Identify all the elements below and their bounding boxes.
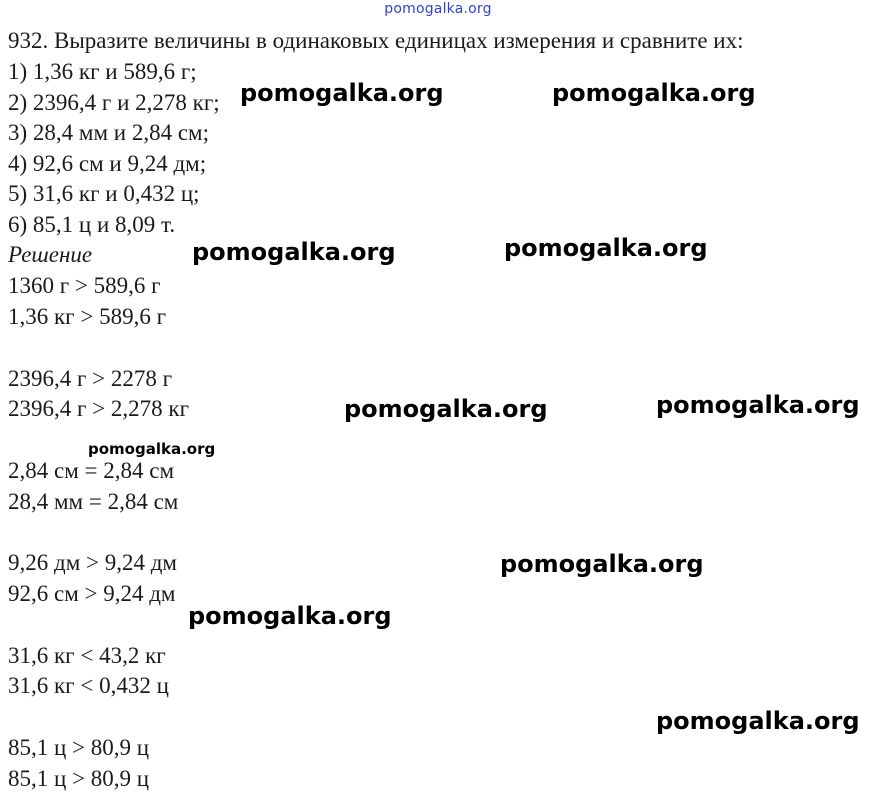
- watermark: pomogalka.org: [240, 79, 444, 107]
- task-item-4: 4) 92,6 см и 9,24 дм;: [8, 151, 207, 176]
- watermark: pomogalka.org: [88, 440, 216, 458]
- solution-line-3: 2396,4 г > 2278 г: [8, 366, 173, 391]
- solution-line-9: 31,6 кг < 43,2 кг: [8, 643, 166, 668]
- task-item-2: 2) 2396,4 г и 2,278 кг;: [8, 90, 220, 115]
- watermark: pomogalka.org: [656, 707, 860, 735]
- watermark: pomogalka.org: [192, 238, 396, 266]
- watermark: pomogalka.org: [188, 602, 392, 630]
- watermark: pomogalka.org: [552, 79, 756, 107]
- solution-heading: Решение: [8, 242, 93, 267]
- task-item-5: 5) 31,6 кг и 0,432 ц;: [8, 181, 200, 206]
- solution-line-1: 1360 г > 589,6 г: [8, 273, 161, 298]
- top-watermark: pomogalka.org: [384, 1, 492, 17]
- solution-line-4: 2396,4 г > 2,278 кг: [8, 396, 190, 421]
- solution-line-2: 1,36 кг > 589,6 г: [8, 304, 167, 329]
- task-item-1: 1) 1,36 кг и 589,6 г;: [8, 59, 197, 84]
- solution-line-8: 92,6 см > 9,24 дм: [8, 581, 176, 606]
- solution-line-12: 85,1 ц > 80,9 ц: [8, 766, 150, 791]
- watermark: pomogalka.org: [504, 234, 708, 262]
- solution-line-10: 31,6 кг < 0,432 ц: [8, 673, 169, 698]
- watermark: pomogalka.org: [500, 550, 704, 578]
- task-statement: 932. Выразите величины в одинаковых единицах измерения и сравните их:: [8, 28, 744, 53]
- task-item-3: 3) 28,4 мм и 2,84 см;: [8, 120, 209, 145]
- watermark: pomogalka.org: [344, 395, 548, 423]
- solution-line-6: 28,4 мм = 2,84 см: [8, 489, 179, 514]
- watermark: pomogalka.org: [656, 391, 860, 419]
- solution-line-5: 2,84 см = 2,84 см: [8, 458, 174, 483]
- solution-line-11: 85,1 ц > 80,9 ц: [8, 735, 150, 760]
- task-item-6: 6) 85,1 ц и 8,09 т.: [8, 212, 176, 237]
- solution-line-7: 9,26 дм > 9,24 дм: [8, 550, 177, 575]
